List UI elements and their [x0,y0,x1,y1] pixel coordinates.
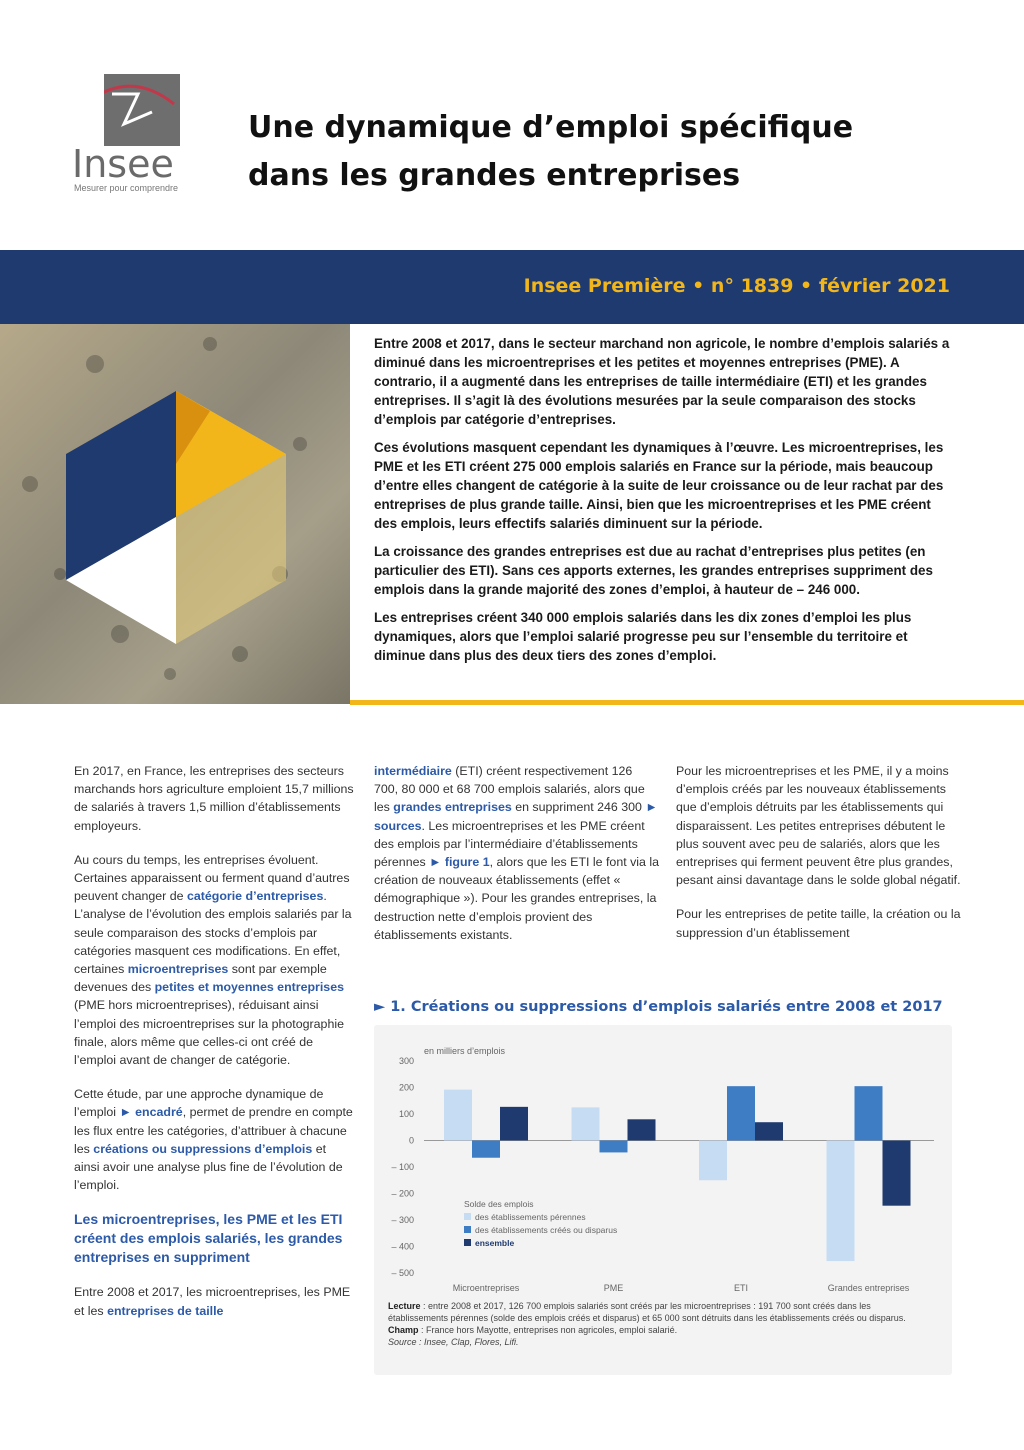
bar [727,1086,755,1140]
bar [755,1122,783,1140]
chart-unit-label: en milliers d’emplois [424,1046,506,1056]
summary-paragraph: Les entreprises créent 340 000 emplois salariés dans les dix zones d’emploi les plus dynamiques, alors que l’emploi salarié progresse peu sur l’ensemble du territoire et diminue dans plus des deux tiers des zones d’emploi. [374,610,912,663]
y-tick-label: – 200 [391,1188,414,1199]
text: (ETI) créent respectivement 126 700, 80 000 et 68 700 emplois salariés, alors que les [374,764,645,815]
column-3 [676,762,961,958]
text: , alors que les ETI le font via la création de nouveaux établissements (effet « démographique »). Pour les grandes entreprises, la destruction nette d’emplois provient des établissements existants. [374,855,660,942]
figure-title: ► 1. Créations ou suppressions d’emplois salariés entre 2008 et 2017 [374,999,943,1015]
bar [855,1086,883,1140]
link-microentreprises[interactable]: microentreprises [127,962,229,977]
note-text: : entre 2008 et 2017, 126 700 emplois salariés sont créés par les microentreprises : 191 700 sont créés dans les établissements pérennes (solde des emplois créés et disparus) et 65 000 sont détruits dans les établissements créés ou disparus. [388,1301,906,1323]
y-tick-label: – 300 [391,1215,414,1225]
legend-label: des établissements créés ou disparus [475,1225,618,1235]
legend-label: des établissements pérennes [475,1212,586,1222]
text: (PME hors microentreprises), réduisant ainsi l’emploi des microentreprises sur la photographie finale, alors même que celles-ci ont créé de l’emploi avant de changer de catégorie. [74,998,344,1068]
summary-paragraph: La croissance des grandes entreprises est due au rachat d’entreprises plus petites (en particulier des ETI). Sans ces apports externes, les grandes entreprises suppriment des emplois dans la grande majorité des zones d’emploi, à hauteur de – 246 000. [374,544,933,597]
text: , permet de prendre en compte les flux entre les catégories, d’attribuer à chacune les [74,1105,353,1156]
summary-box [374,334,954,674]
publication-reference: Insee Première • n° 1839 • février 2021 [523,275,950,297]
y-tick-label: 0 [408,1135,414,1146]
x-tick-label: ETI [733,1283,749,1293]
section-heading: Les microentreprises, les PME et les ETI créent des emplois salariés, les grandes entreprises en suppriment [74,1211,343,1266]
summary-paragraph: Ces évolutions masquent cependant les dynamiques à l’œuvre. Les microentreprises, les PME et les ETI créent 275 000 emplois salariés en France sur la période, mais beaucoup d’entre elles changent de catégorie à la suite de leur croissance ou de leur rachat par des entreprises de plus grande taille. Ainsi, bien que les microentreprises et les PME créent des emplois, leurs effectifs salariés diminuent sur la période. [374,440,944,531]
bar [827,1141,855,1262]
y-tick-label: – 500 [391,1268,414,1278]
insee-logo [72,72,182,197]
y-tick-label: 100 [398,1109,414,1119]
x-tick-label: Microentreprises [452,1283,520,1293]
logo-mark-icon [104,74,180,146]
bar [572,1107,600,1140]
link-sources[interactable]: ► sources [374,800,658,833]
column-2 [374,762,659,960]
text: Cette étude, par une approche dynamique de l’emploi [74,1087,324,1120]
bar [628,1119,656,1140]
page-title [248,104,948,200]
legend-title: Solde des emplois [464,1199,534,1209]
hexagon-graphic [0,324,350,704]
link-eti[interactable]: entreprises de taille [107,1303,224,1318]
text: en suppriment 246 300 [511,800,646,815]
link-figure-1[interactable]: ► figure 1 [429,855,490,870]
link-creations-suppressions[interactable]: créations ou suppressions d’emplois [93,1141,313,1156]
text: sont par exemple devenues des [74,962,327,995]
bar-chart [374,1025,952,1297]
text: Entre 2008 et 2017, les microentreprises, les PME et les [74,1285,351,1318]
paragraph: En 2017, en France, les entreprises des secteurs marchands hors agriculture emploient 15,7 millions de salariés à travers 1,5 million d’établissements employeurs. [74,764,354,833]
link-encadre[interactable]: ► encadré [119,1105,183,1120]
figure-notes [388,1300,928,1348]
y-tick-label: 200 [398,1082,414,1093]
cover-photo [0,324,350,704]
y-tick-label: – 100 [391,1162,414,1172]
paragraph [74,1085,354,1194]
bar [444,1090,472,1141]
logo-wordmark: Insee [72,142,174,186]
link-pme[interactable]: petites et moyennes entreprises [154,980,344,995]
bar [600,1141,628,1153]
title-line-1: Une dynamique d’emploi spécifique [248,110,854,145]
paragraph: Pour les microentreprises et les PME, il y a moins d’emplois créés par les nouveaux établissements que d’emplois détruits par les établissements qui disparaissent. Les petites entreprises débutent le plus souvent avec peu de salariés, alors que les entreprises qui ferment peuvent être plus grandes, pesant ainsi davantage dans le solde global négatif. [676,764,961,888]
note-label: Lecture [388,1301,421,1311]
title-line-2: dans les grandes entreprises [248,158,741,193]
note-champ [388,1324,928,1336]
link-intermediaire[interactable]: intermédiaire [374,764,452,778]
x-tick-label: Grandes entreprises [827,1283,910,1293]
text: Au cours du temps, les entreprises évoluent. Certaines apparaissent ou ferment quand d’autres peuvent changer de [74,852,350,904]
note-lecture [388,1300,928,1324]
x-tick-label: PME [603,1283,624,1293]
bar [883,1141,911,1206]
paragraph: Pour les entreprises de petite taille, la création ou la suppression d’un établissement [676,907,961,940]
paragraph [74,1283,354,1319]
link-categorie-entreprises[interactable]: catégorie d’entreprises [186,889,324,904]
divider-yellow [350,700,1024,705]
note-source: Source : Insee, Clap, Flores, Lifi. [388,1337,519,1347]
legend-swatch [464,1239,471,1246]
text: . L’analyse de l’évolution des emplois salariés par la seule comparaison des stocks d’emplois par catégories masquent ces modifications. En effet, certaines [74,889,352,977]
bar [500,1107,528,1141]
y-tick-label: – 400 [391,1241,414,1252]
text: et ainsi avoir une analyse plus fine de l’évolution de l’emploi. [74,1141,343,1193]
note-text: : France hors Mayotte, entreprises non agricoles, emploi salarié. [418,1325,678,1335]
note-label: Champ [388,1325,419,1335]
link-grandes-entreprises[interactable]: grandes entreprises [393,800,512,815]
logo-tagline: Mesurer pour comprendre [74,183,179,193]
y-tick-label: 300 [398,1056,414,1066]
text: . Les microentreprises et les PME créent des emplois par l’intermédiaire d’établissements pérennes [374,818,645,870]
paragraph [374,762,659,944]
legend-swatch [464,1226,471,1233]
bar [699,1141,727,1181]
column-1 [74,762,354,1336]
bar [472,1141,500,1158]
legend-swatch [464,1213,471,1220]
summary-paragraph: Entre 2008 et 2017, dans le secteur marchand non agricole, le nombre d’emplois salariés a diminué dans les microentreprises et les petites et moyennes entreprises (PME). A contrario, il a augmenté dans les entreprises de taille intermédiaire (ETI) et les grandes entreprises. Il s’agit là des évolutions mesurées par la seule comparaison des stocks d’emplois par catégorie d’entreprises. [374,336,950,427]
paragraph [74,851,354,1069]
legend-label: ensemble [475,1238,515,1248]
